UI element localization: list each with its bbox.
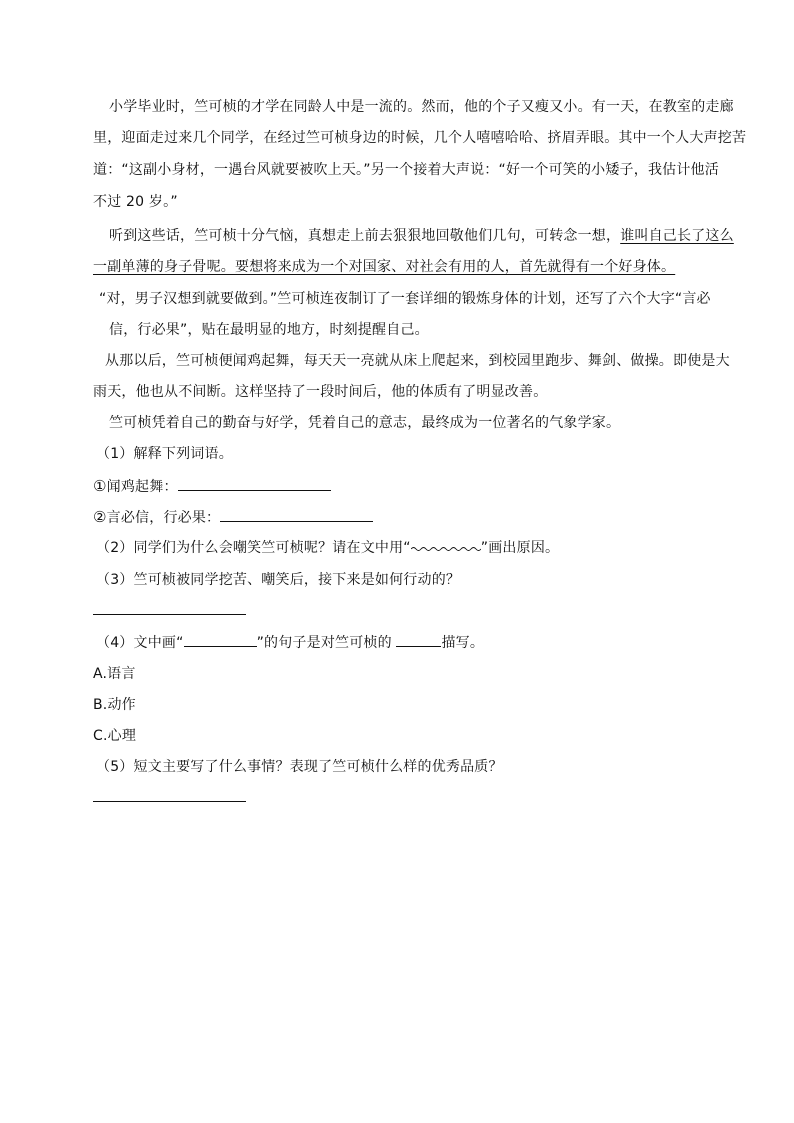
question-2: [96, 538, 559, 558]
answer-blank[interactable]: [93, 614, 246, 615]
term-label: 闻鸡起舞：: [106, 479, 178, 495]
passage-line: “对，男子汉想到就要做到。”竺可桢连夜制订了一套详细的锻炼身体的计划，还写了六个大字“言必: [99, 291, 711, 307]
question-5: （5）短文主要写了什么事情？表现了竺可桢什么样的优秀品质？: [96, 759, 503, 775]
question-text: ”画出原因。: [480, 540, 560, 556]
option-c[interactable]: C.心理: [93, 728, 137, 744]
passage-line: 道：“这副小身材，一遇台风就要被吹上天。”另一个接着大声说：“好一个可笑的小矮子，我估计他活: [93, 162, 719, 178]
passage-line: 里，迎面走过来几个同学，在经过竺可桢身边的时候，几个人嘻嘻哈哈、挤眉弄眼。其中一个人大声挖苦: [93, 130, 747, 146]
question-text: 描写。: [441, 635, 485, 651]
question-1: （1）解释下列词语。: [96, 446, 233, 462]
passage-line: 信，行必果”，贴在最明显的地方，时刻提醒自己。: [109, 322, 429, 338]
option-b[interactable]: B.动作: [93, 697, 136, 713]
question-text: （2）同学们为什么会嘲笑竺可桢呢？请在文中用“: [96, 540, 411, 556]
passage-line: [109, 226, 734, 246]
answer-blank[interactable]: [178, 476, 331, 491]
underlined-sentence: 一副单薄的身子骨呢。要想将来成为一个对国家、对社会有用的人，首先就得有一个好身体。: [93, 259, 676, 275]
passage-line: 从那以后，竺可桢便闻鸡起舞，每天天一亮就从床上爬起来，到校园里跑步、舞剑、做操。即使是大: [105, 353, 730, 369]
question-1a: [93, 476, 331, 496]
question-1b: [93, 507, 373, 527]
passage-line: 小学毕业时，竺可桢的才学在同龄人中是一流的。然而，他的个子又瘦又小。有一天，在教室的走廊: [109, 99, 734, 115]
question-text: （4）文中画“: [96, 635, 184, 651]
item-number: ①: [93, 477, 107, 495]
passage-line: 竺可桢凭着自己的勤奋与好学，凭着自己的意志，最终成为一位著名的气象学家。: [109, 415, 621, 431]
question-3: （3）竺可桢被同学挖苦、嘲笑后，接下来是如何行动的？: [96, 572, 461, 588]
straight-line-icon: [184, 632, 257, 647]
answer-blank[interactable]: [93, 801, 246, 802]
answer-blank[interactable]: [220, 507, 373, 522]
term-label: 言必信，行必果：: [106, 510, 221, 526]
answer-blank[interactable]: [396, 632, 441, 647]
passage-line: 不过 20 岁。”: [93, 194, 178, 210]
passage-line: 雨天，他也从不间断。这样坚持了一段时间后，他的体质有了明显改善。: [93, 384, 548, 400]
wavy-line-icon: [411, 544, 481, 552]
question-4: [96, 632, 484, 652]
underlined-sentence: 谁叫自己长了这么: [620, 228, 734, 244]
item-number: ②: [93, 508, 107, 526]
question-text: ”的句子是对竺可桢的: [256, 635, 397, 651]
passage-text: 听到这些话，竺可桢十分气恼，真想走上前去狠狠地回敬他们几句，可转念一想，: [109, 228, 621, 244]
option-a[interactable]: A.语言: [93, 666, 136, 682]
